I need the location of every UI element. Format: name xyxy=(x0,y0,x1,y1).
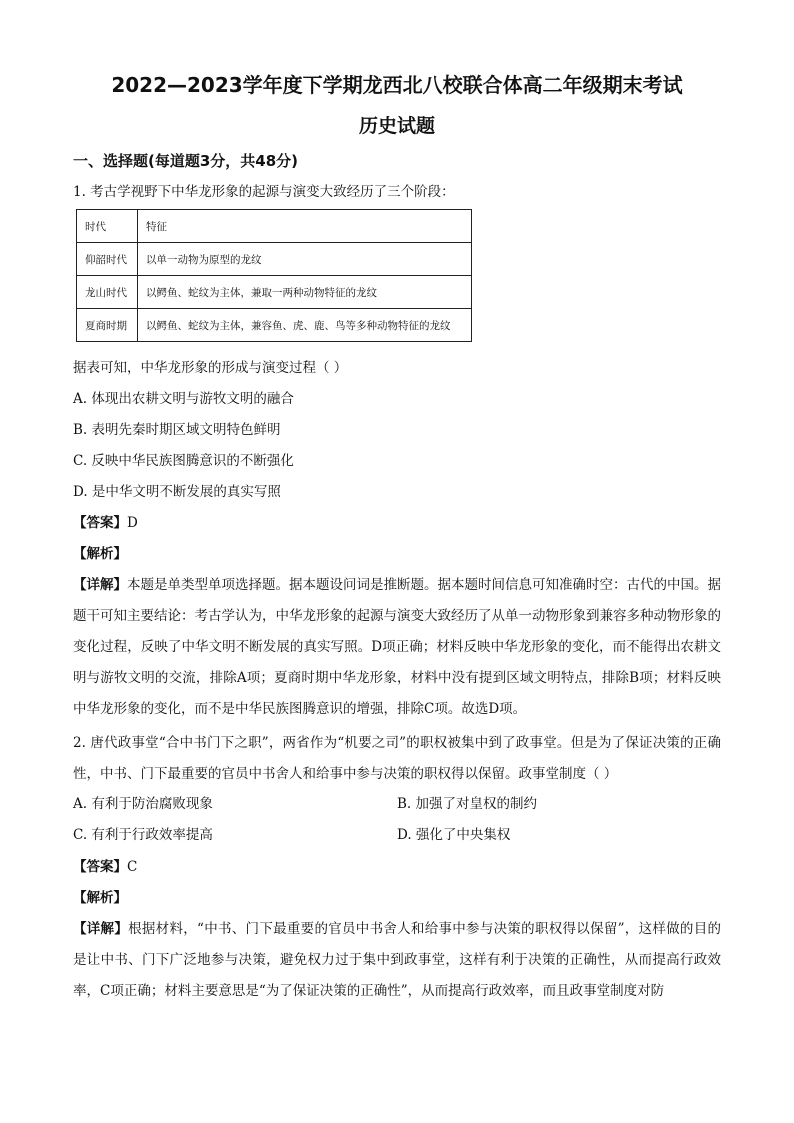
q2-option-b: B. 加强了对皇权的制约 xyxy=(397,796,538,812)
answer-label: 【答案】 xyxy=(73,515,127,531)
q1-analysis-label xyxy=(73,544,127,564)
q1-answer xyxy=(73,513,138,533)
table-cell: 以鳄鱼、蛇纹为主体，兼取一两种动物特征的龙纹 xyxy=(138,276,472,309)
table-cell: 以鳄鱼、蛇纹为主体，兼容鱼、虎、鹿、鸟等多种动物特征的龙纹 xyxy=(138,309,472,342)
table-cell: 以单一动物为原型的龙纹 xyxy=(138,243,472,276)
q2-stem: 2. 唐代政事堂“合中书门下之职”，两省作为“机要之司”的职权被集中到了政事堂。但是为了保证决策的正确性，中书、门下最重要的官员中书舍人和给事中参与决策的职权得以保留。政事堂制度（ ） xyxy=(73,735,721,782)
q1-option-a: A. 体现出农耕文明与游牧文明的融合 xyxy=(73,391,294,407)
table-header-cell: 时代 xyxy=(77,210,138,243)
section-heading: 一、选择题(每道题3分，共48分) xyxy=(73,152,299,170)
answer-label: 【答案】 xyxy=(73,859,127,875)
table-cell: 仰韶时代 xyxy=(77,243,138,276)
q1-option-b: B. 表明先秦时期区域文明特色鲜明 xyxy=(73,422,281,438)
detail-text: 本题是单类型单项选择题。据本题设问词是推断题。据本题时间信息可知准确时空：古代的中国。据题干可知主要结论：考古学认为，中华龙形象的起源与演变大致经历了从单一动物形象到兼容多种动物形象的变化过程，反映了中华文明不断发展的真实写照。D项正确；材料反映中华龙形象的变化，而不能得出农耕文明与游牧文明的交流，排除A项；夏商时期中华龙形象，材料中没有提到区域文明特点，排除B项；材料反映中华龙形象的变化，而不是中华民族图腾意识的增强，排除C项。故选D项。 xyxy=(73,577,721,717)
table-row xyxy=(77,243,472,276)
table-row xyxy=(77,309,472,342)
q1-option-c: C. 反映中华民族图腾意识的不断强化 xyxy=(73,453,294,469)
table-cell: 龙山时代 xyxy=(77,276,138,309)
exam-title: 2022—2023学年度下学期龙西北八校联合体高二年级期末考试 xyxy=(111,73,683,97)
q2-detail xyxy=(73,914,721,1007)
table-header-row xyxy=(77,210,472,243)
analysis-label: 【解析】 xyxy=(73,890,127,906)
table-header-cell: 特征 xyxy=(138,210,472,243)
answer-value: D xyxy=(127,515,138,531)
table-row xyxy=(77,276,472,309)
answer-value: C xyxy=(127,859,138,875)
q1-detail xyxy=(73,570,721,725)
q2-option-d: D. 强化了中央集权 xyxy=(397,827,511,843)
q1-stem: 1. 考古学视野下中华龙形象的起源与演变大致经历了三个阶段： xyxy=(73,184,455,200)
q1-table xyxy=(76,209,472,342)
detail-label: 【详解】 xyxy=(73,921,129,937)
q2-answer xyxy=(73,857,137,877)
detail-text: 根据材料，“中书、门下最重要的官员中书舍人和给事中参与决策的职权得以保留”，这样做的目的是让中书、门下广泛地参与决策，避免权力过于集中到政事堂，这样有利于决策的正确性，从而提高行政效率，C项正确；材料主要意思是“为了保证决策的正确性”，从而提高行政效率，而且政事堂制度对防 xyxy=(73,921,721,999)
q1-option-d: D. 是中华文明不断发展的真实写照 xyxy=(73,484,281,500)
analysis-label: 【解析】 xyxy=(73,546,127,562)
detail-label: 【详解】 xyxy=(73,577,127,593)
q2-analysis-label xyxy=(73,888,127,908)
table-cell: 夏商时期 xyxy=(77,309,138,342)
q2-option-c: C. 有利于行政效率提高 xyxy=(73,827,213,843)
subject-title: 历史试题 xyxy=(358,115,435,137)
q1-question: 据表可知，中华龙形象的形成与演变过程（ ） xyxy=(73,360,348,376)
q2-option-a: A. 有利于防治腐败现象 xyxy=(73,796,213,812)
